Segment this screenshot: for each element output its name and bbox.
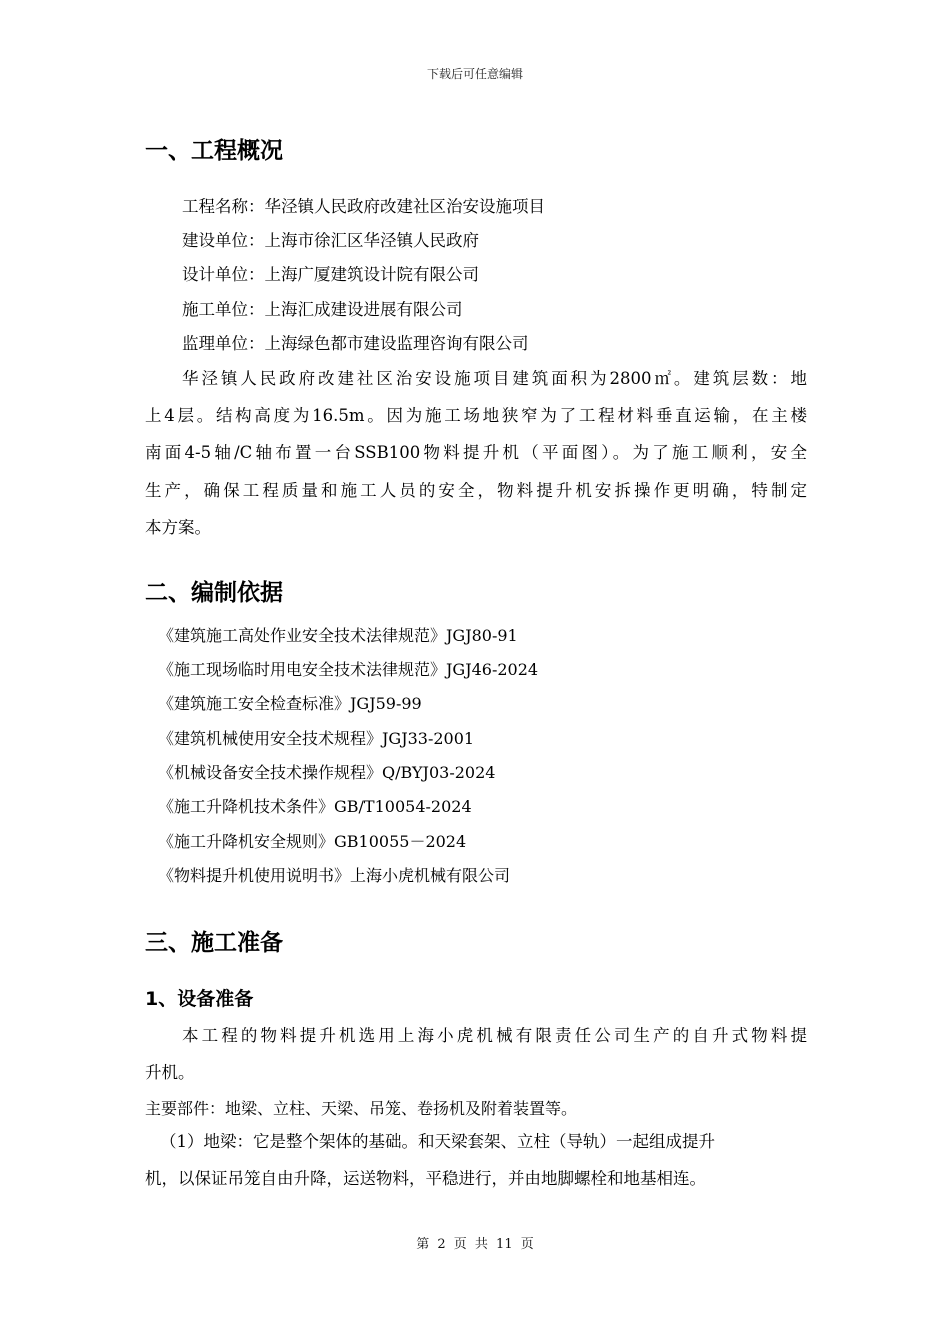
overview-paragraph-line: 生产，确保工程质量和施工人员的安全，物料提升机安拆操作更明确，特制定 [145, 481, 807, 500]
ground-beam-line: （1）地梁：它是整个架体的基础。和天梁套架、立柱（导轨）一起组成提升 [160, 1132, 715, 1151]
overview-paragraph-line: 华泾镇人民政府改建社区治安设施项目建筑面积为2800㎡。建筑层数：地 [182, 369, 807, 388]
field-project-name: 工程名称：华泾镇人民政府改建社区治安设施项目 [182, 197, 545, 216]
reference-item: 《建筑机械使用安全技术规程》JGJ33-2001 [158, 729, 475, 748]
reference-item: 《建筑施工高处作业安全技术法律规范》JGJ80-91 [158, 626, 518, 645]
page-footer-number: 第 2 页 共 11 页 [416, 1237, 534, 1252]
section-title-preparation: 三、施工准备 [145, 930, 283, 956]
field-supervision-unit: 监理单位：上海绿色都市建设监理咨询有限公司 [182, 334, 529, 353]
reference-item: 《施工升降机安全规则》GB10055－2024 [158, 832, 467, 851]
overview-paragraph-line: 本方案。 [145, 518, 211, 537]
reference-item: 《物料提升机使用说明书》上海小虎机械有限公司 [158, 866, 511, 885]
reference-item: 《机械设备安全技术操作规程》Q/BYJ03-2024 [158, 763, 496, 782]
field-builder-unit: 施工单位：上海汇成建设进展有限公司 [182, 300, 463, 319]
field-construction-unit: 建设单位：上海市徐汇区华泾镇人民政府 [182, 231, 479, 250]
equipment-paragraph-line: 升机。 [145, 1063, 195, 1082]
overview-paragraph-line: 上4层。结构高度为16.5m。因为施工场地狭窄为了工程材料垂直运输，在主楼 [145, 406, 807, 425]
reference-item: 《建筑施工安全检查标准》JGJ59-99 [158, 694, 422, 713]
section-title-overview: 一、工程概况 [145, 138, 283, 164]
overview-paragraph-line: 南面4-5轴/C轴布置一台SSB100物料提升机（平面图）。为了施工顺利，安全 [145, 443, 807, 462]
page-header-note: 下载后可任意编辑 [426, 67, 523, 81]
reference-item: 《施工现场临时用电安全技术法律规范》JGJ46-2024 [158, 660, 539, 679]
reference-item: 《施工升降机技术条件》GB/T10054-2024 [158, 797, 472, 816]
section-title-basis: 二、编制依据 [145, 580, 283, 606]
main-components-line: 主要部件：地梁、立柱、天梁、吊笼、卷扬机及附着装置等。 [145, 1099, 578, 1118]
subsection-title-equipment: 1、设备准备 [145, 988, 254, 1010]
field-design-unit: 设计单位：上海广厦建筑设计院有限公司 [182, 265, 479, 284]
ground-beam-line: 机，以保证吊笼自由升降，运送物料，平稳进行，并由地脚螺栓和地基相连。 [145, 1169, 706, 1188]
equipment-paragraph-line: 本工程的物料提升机选用上海小虎机械有限责任公司生产的自升式物料提 [182, 1026, 807, 1045]
